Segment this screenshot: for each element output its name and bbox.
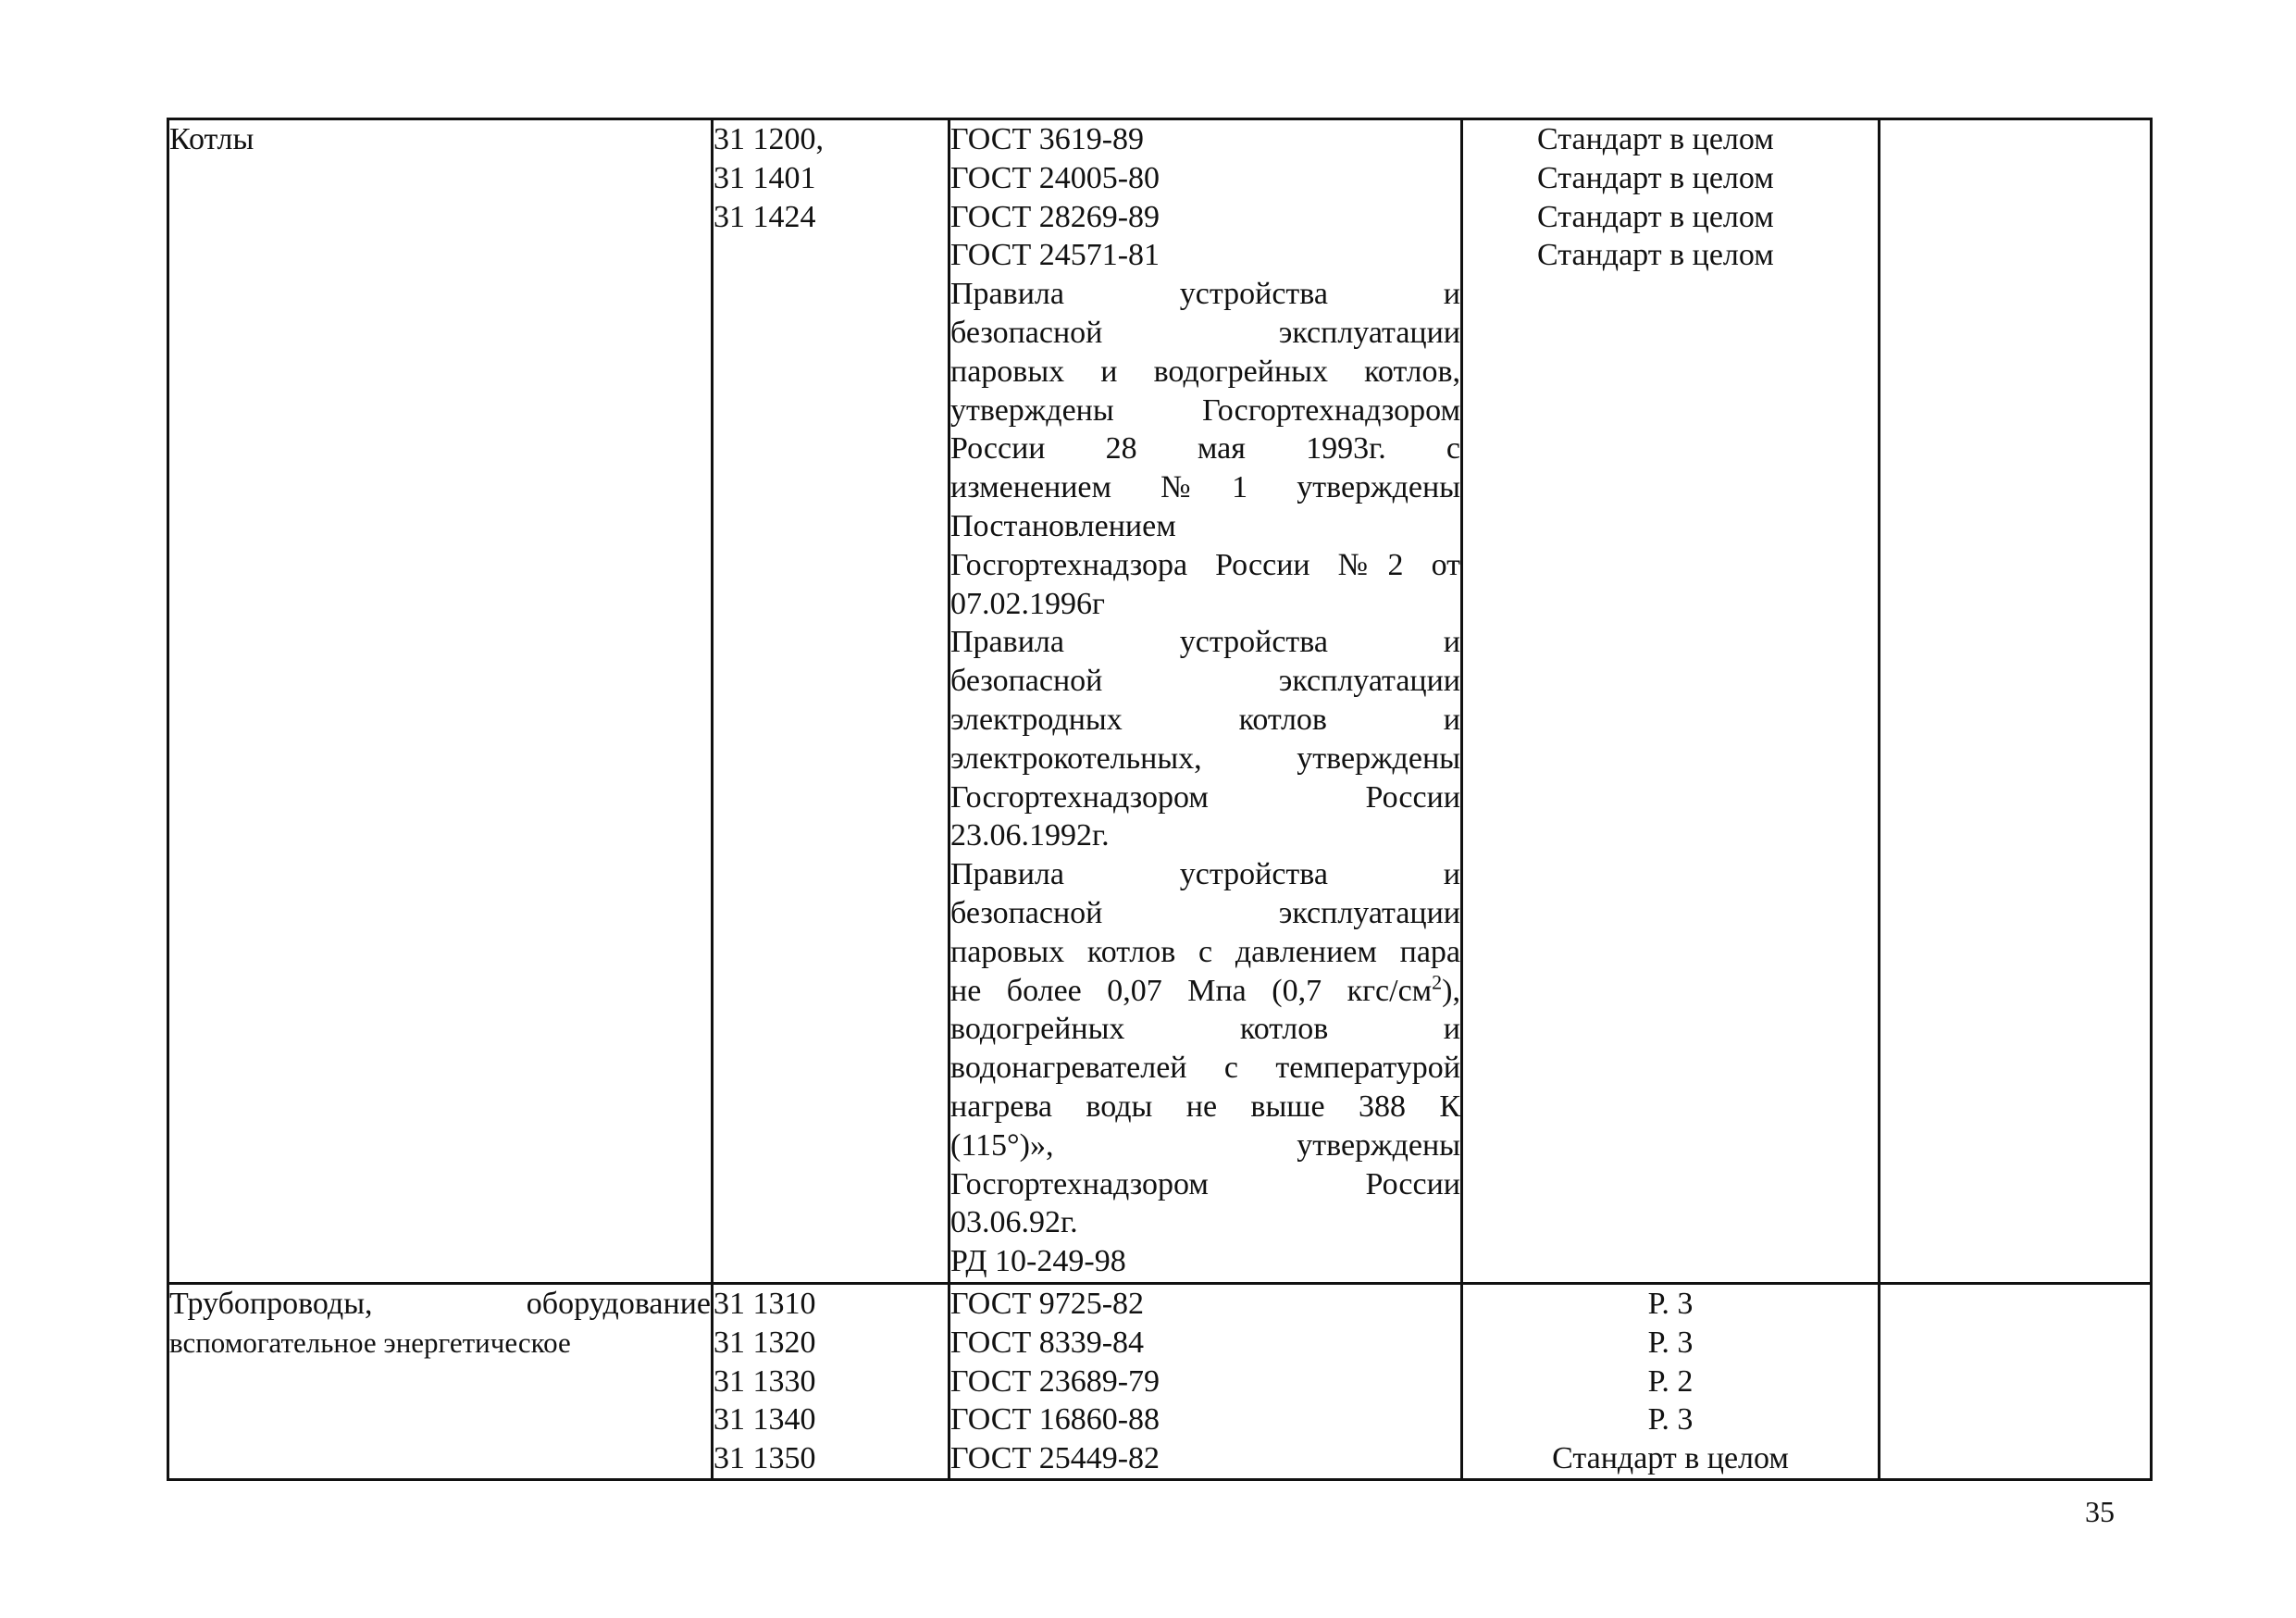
document-line: Госгортехнадзором России — [950, 1166, 1460, 1201]
okp-code-cell — [713, 119, 949, 1284]
normative-document-cell — [949, 119, 1462, 1284]
document-line: Правила устройства и — [950, 857, 1460, 892]
document-line: водонагревателей с температурой — [950, 1051, 1460, 1086]
document-line: безопасной эксплуатации — [950, 315, 1460, 350]
section-value: Стандарт в целом — [1537, 199, 1774, 234]
document-line: Госгортехнадзором России — [950, 779, 1460, 815]
section-value: Стандарт в целом — [1552, 1441, 1789, 1476]
table-row-boilers — [168, 119, 2152, 1284]
document-line: ГОСТ 23689-79 — [950, 1363, 1160, 1399]
document-line: ГОСТ 28269-89 — [950, 199, 1160, 234]
document-line: ГОСТ 24005-80 — [950, 160, 1160, 195]
document-line: России 28 мая 1993г. с — [950, 431, 1460, 467]
document-line: Правила устройства и — [950, 277, 1460, 312]
equipment-name-line: Трубопроводы, оборудование — [169, 1287, 711, 1321]
okp-code-cell — [713, 1284, 949, 1480]
section-value: Стандарт в целом — [1537, 122, 1774, 156]
document-line: 03.06.92г. — [950, 1205, 1078, 1240]
document-line: изменением №1 утверждены — [950, 470, 1460, 505]
document-line: Постановлением — [950, 508, 1176, 543]
normative-document-cell — [949, 1284, 1462, 1480]
okp-code: 31 1310 — [714, 1287, 816, 1321]
document-line: паровых и водогрейных котлов, — [950, 354, 1460, 389]
document-line: нагрева воды не выше 388 К — [950, 1089, 1460, 1124]
section-cell — [1462, 119, 1880, 1284]
document-line: водогрейных котлов и — [950, 1012, 1460, 1047]
pressure-unit-tail: ), — [1442, 973, 1460, 1008]
document-line: ГОСТ 9725-82 — [950, 1287, 1145, 1321]
document-line: паровых котлов с давлением пара — [950, 934, 1460, 969]
pressure-text: не более 0,07 Мпа (0,7 кгс/см — [950, 973, 1433, 1008]
section-value: Р. 3 — [1647, 1287, 1694, 1321]
section-value: Стандарт в целом — [1537, 160, 1774, 195]
equipment-name-line: Котлы — [169, 122, 254, 156]
document-line: ГОСТ 3619-89 — [950, 122, 1145, 156]
document-line: ГОСТ 16860-88 — [950, 1402, 1160, 1438]
okp-code: 31 1330 — [714, 1363, 816, 1399]
document-line-pressure — [950, 972, 1460, 1011]
note-cell — [1880, 119, 2152, 1284]
okp-code: 31 1200, — [714, 122, 824, 156]
table-row-pipelines — [168, 1284, 2152, 1480]
okp-code: 31 1401 — [714, 160, 816, 195]
document-line: ГОСТ 24571-81 — [950, 238, 1160, 273]
section-value: Р. 3 — [1647, 1325, 1694, 1360]
section-value: Стандарт в целом — [1537, 238, 1774, 273]
equipment-name-line: вспомогательное энергетическое — [169, 1326, 571, 1359]
note-cell — [1880, 1284, 2152, 1480]
document-line: ГОСТ 8339-84 — [950, 1325, 1145, 1360]
document-line: безопасной эксплуатации — [950, 895, 1460, 930]
document-line: РД 10-249-98 — [950, 1244, 1126, 1279]
document-line: электрокотельных, утверждены — [950, 741, 1460, 776]
okp-code: 31 1320 — [714, 1325, 816, 1360]
page-number: 35 — [2085, 1495, 2115, 1528]
note-value — [1880, 1285, 2150, 1324]
section-cell — [1462, 1284, 1880, 1480]
document-line: безопасной эксплуатации — [950, 664, 1460, 699]
document-line: ГОСТ 25449-82 — [950, 1441, 1160, 1476]
okp-code: 31 1340 — [714, 1402, 816, 1438]
okp-code: 31 1424 — [714, 199, 816, 234]
equipment-name-cell — [168, 1284, 713, 1480]
pressure-unit-superscript: 2 — [1432, 971, 1443, 994]
document-line: Госгортехнадзора России №2 от — [950, 547, 1460, 582]
document-line: утверждены Госгортехнадзором — [950, 392, 1460, 428]
okp-code: 31 1350 — [714, 1441, 816, 1476]
standards-table — [167, 118, 2153, 1481]
note-value — [1880, 120, 2150, 159]
section-value: Р. 2 — [1647, 1363, 1694, 1399]
equipment-name-cell — [168, 119, 713, 1284]
document-line: 07.02.1996г — [950, 586, 1105, 621]
document-line: (115°)», утверждены — [950, 1127, 1460, 1163]
section-value: Р. 3 — [1647, 1402, 1694, 1438]
document-line: 23.06.1992г. — [950, 818, 1110, 853]
document-line: Правила устройства и — [950, 625, 1460, 660]
document-line: электродных котлов и — [950, 702, 1460, 737]
